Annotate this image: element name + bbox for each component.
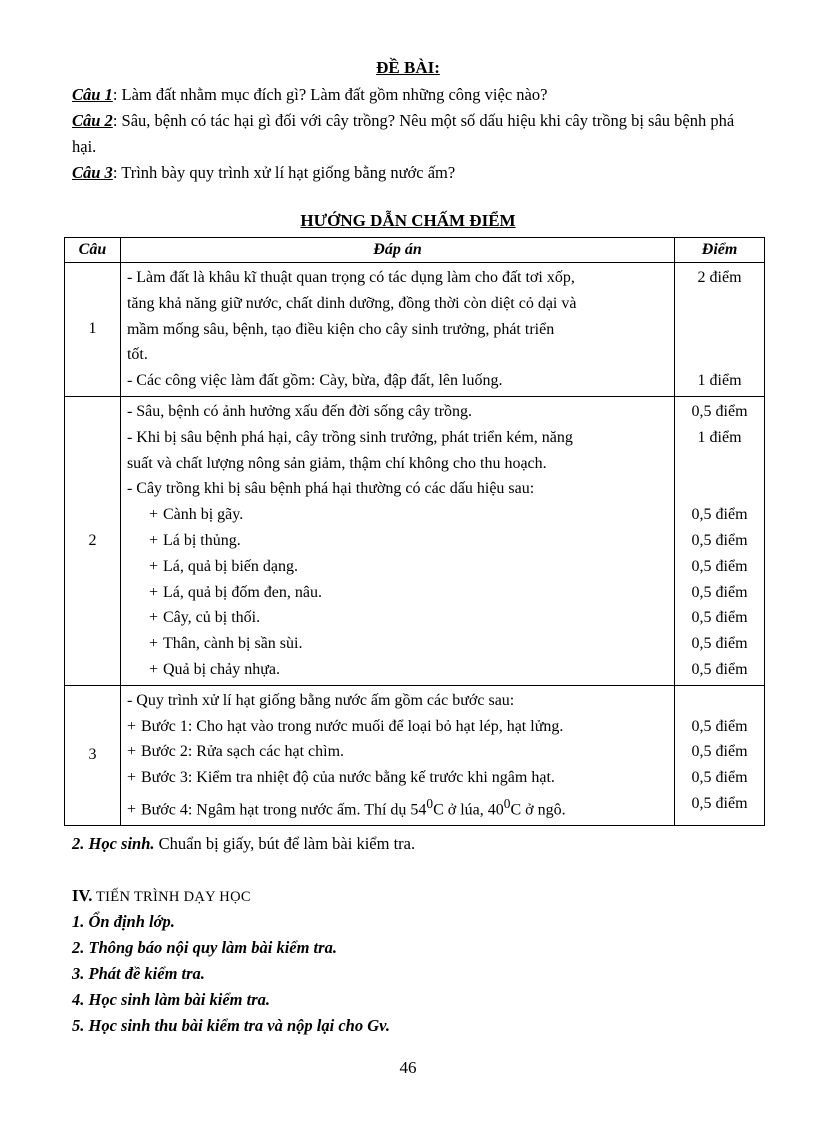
points-value: 0,5 điểm — [691, 743, 748, 761]
section-roman: IV. — [72, 886, 93, 905]
answer-cell — [120, 396, 674, 685]
question-number: 1 — [65, 263, 121, 397]
points-value: 1 điểm — [697, 428, 742, 446]
answer-cell — [120, 263, 674, 397]
answer-line — [127, 791, 668, 823]
students-label: 2. Học sinh. — [72, 834, 155, 853]
plus-symbol: + — [148, 635, 158, 653]
points-value: 0,5 điểm — [691, 769, 748, 787]
section-title: TIẾN TRÌNH DẠY HỌC — [92, 889, 251, 905]
answer-line — [127, 502, 668, 528]
students-text: Chuẩn bị giấy, bút để làm bài kiểm tra. — [154, 834, 416, 853]
answer-line: - Làm đất là khâu kĩ thuật quan trọng có tác dụng làm cho đất tơi xốp, — [126, 269, 575, 286]
points-value — [676, 476, 763, 502]
question-3-label: Câu 3 — [72, 163, 113, 182]
table-row — [65, 396, 765, 685]
answer-line: - Các công việc làm đất gồm: Cày, bừa, đập đất, lên luống. — [126, 372, 503, 390]
points-value: 0,5 điểm — [691, 557, 748, 575]
grading-table — [64, 237, 765, 826]
question-number: 3 — [65, 685, 121, 825]
points-value — [676, 451, 763, 477]
answer-line — [127, 739, 668, 765]
answer-line — [127, 528, 668, 554]
table-row — [65, 685, 765, 825]
step-text: Bước 3: Kiểm tra nhiệt độ của nước bằng kế trước khi ngâm hạt. — [140, 769, 555, 787]
points-value — [676, 688, 763, 714]
points-value: 0,5 điểm — [691, 609, 748, 627]
step-item: 4. Học sinh làm bài kiểm tra. — [72, 990, 271, 1009]
points-cell — [675, 685, 765, 825]
plus-symbol: + — [126, 717, 136, 735]
plus-symbol: + — [126, 801, 136, 819]
points-value: 0,5 điểm — [691, 635, 748, 653]
exam-title: ĐỀ BÀI: — [376, 58, 440, 77]
points-value: 0,5 điểm — [691, 794, 748, 812]
sign-text: Lá, quả bị biến dạng. — [162, 557, 299, 575]
answer-line — [127, 554, 668, 580]
points-value: 1 điểm — [697, 372, 742, 390]
plus-symbol: + — [148, 531, 158, 549]
step-text: Bước 2: Rửa sạch các hạt chìm. — [140, 743, 345, 761]
step-text: Bước 4: Ngâm hạt trong nước ấm. Thí dụ 54 — [140, 801, 427, 819]
plus-symbol: + — [148, 557, 158, 575]
answer-line — [127, 631, 668, 657]
points-value: 0,5 điểm — [691, 583, 748, 601]
step-item: 3. Phát đề kiểm tra. — [72, 964, 205, 983]
answer-line — [127, 657, 668, 683]
section-heading — [72, 883, 772, 910]
step-item: 1. Ổn định lớp. — [72, 912, 175, 931]
answer-line: tăng khả năng giữ nước, chất dinh dưỡng, đồng thời còn diệt cỏ dại và — [126, 294, 577, 312]
answer-line — [127, 714, 668, 740]
answer-line: - Cây trồng khi bị sâu bệnh phá hại thường có các dấu hiệu sau: — [126, 480, 535, 498]
sign-text: Thân, cành bị sần sùi. — [162, 635, 303, 653]
table-header-row — [65, 238, 765, 263]
points-value: 2 điểm — [697, 269, 742, 286]
plus-symbol: + — [126, 769, 136, 787]
header-cau: Câu — [65, 238, 121, 263]
sign-text: Quả bị chảy nhựa. — [162, 660, 281, 678]
answer-cell — [120, 685, 674, 825]
plus-symbol: + — [148, 660, 158, 678]
answer-line: mầm mống sâu, bệnh, tạo điều kiện cho cây sinh trưởng, phát triển — [126, 320, 555, 338]
points-value — [676, 291, 763, 317]
sign-text: Lá, quả bị đốm đen, nâu. — [162, 583, 323, 601]
plus-symbol: + — [148, 506, 158, 524]
step-item: 2. Thông báo nội quy làm bài kiểm tra. — [72, 938, 337, 957]
points-value: 0,5 điểm — [691, 660, 748, 678]
answer-line: - Khi bị sâu bệnh phá hại, cây trồng sinh trưởng, phát triển kém, năng — [126, 428, 573, 446]
points-value: 0,5 điểm — [691, 717, 748, 735]
answer-line: - Quy trình xử lí hạt giống bằng nước ấm gồm các bước sau: — [126, 691, 515, 709]
grading-guide-title: HƯỚNG DẪN CHẤM ĐIỂM — [300, 211, 516, 230]
students-preparation — [72, 831, 772, 857]
answer-line: suất và chất lượng nông sản giảm, thậm chí không cho thu hoạch. — [126, 454, 547, 472]
points-value: 0,5 điểm — [691, 506, 748, 524]
question-1-label: Câu 1 — [72, 85, 113, 104]
points-value — [676, 342, 763, 368]
plus-symbol: + — [148, 583, 158, 601]
points-cell — [675, 263, 765, 397]
sign-text: Cây, củ bị thối. — [162, 609, 261, 627]
step-text: Bước 1: Cho hạt vào trong nước muối để loại bỏ hạt lép, hạt lửng. — [140, 717, 564, 735]
points-value — [676, 317, 763, 343]
question-1-text: : Làm đất nhằm mục đích gì? Làm đất gồm những công việc nào? — [112, 85, 548, 104]
answer-line: tốt. — [126, 346, 148, 364]
question-1 — [72, 82, 752, 108]
answer-line — [127, 580, 668, 606]
question-2 — [72, 108, 752, 160]
question-number: 2 — [65, 396, 121, 685]
page-number: 46 — [399, 1058, 417, 1077]
header-diem: Điểm — [675, 238, 765, 263]
plus-symbol: + — [148, 609, 158, 627]
step-text: C ở lúa, 40 — [433, 801, 504, 819]
answer-line — [127, 765, 668, 791]
header-dap-an: Đáp án — [120, 238, 674, 263]
step-item: 5. Học sinh thu bài kiểm tra và nộp lại cho Gv. — [72, 1016, 390, 1035]
points-cell — [675, 396, 765, 685]
step-text: C ở ngô. — [510, 801, 566, 819]
sign-text: Cành bị gãy. — [162, 506, 244, 524]
question-2-text: : Sâu, bệnh có tác hại gì đối với cây trồng? Nêu một số dấu hiệu khi cây trồng bị sâu bệnh phá hại. — [72, 111, 735, 156]
question-2-label: Câu 2 — [72, 111, 113, 130]
question-3 — [72, 160, 752, 186]
degree-superscript: 0 — [503, 795, 511, 811]
points-value: 0,5 điểm — [691, 531, 748, 549]
table-row — [65, 263, 765, 397]
plus-symbol: + — [126, 743, 136, 761]
sign-text: Lá bị thủng. — [162, 531, 241, 549]
answer-line — [127, 605, 668, 631]
degree-superscript: 0 — [426, 795, 434, 811]
points-value: 0,5 điểm — [691, 402, 748, 420]
question-3-text: : Trình bày quy trình xử lí hạt giống bằng nước ấm? — [112, 163, 456, 182]
answer-line: - Sâu, bệnh có ảnh hưởng xấu đến đời sống cây trồng. — [126, 402, 473, 420]
